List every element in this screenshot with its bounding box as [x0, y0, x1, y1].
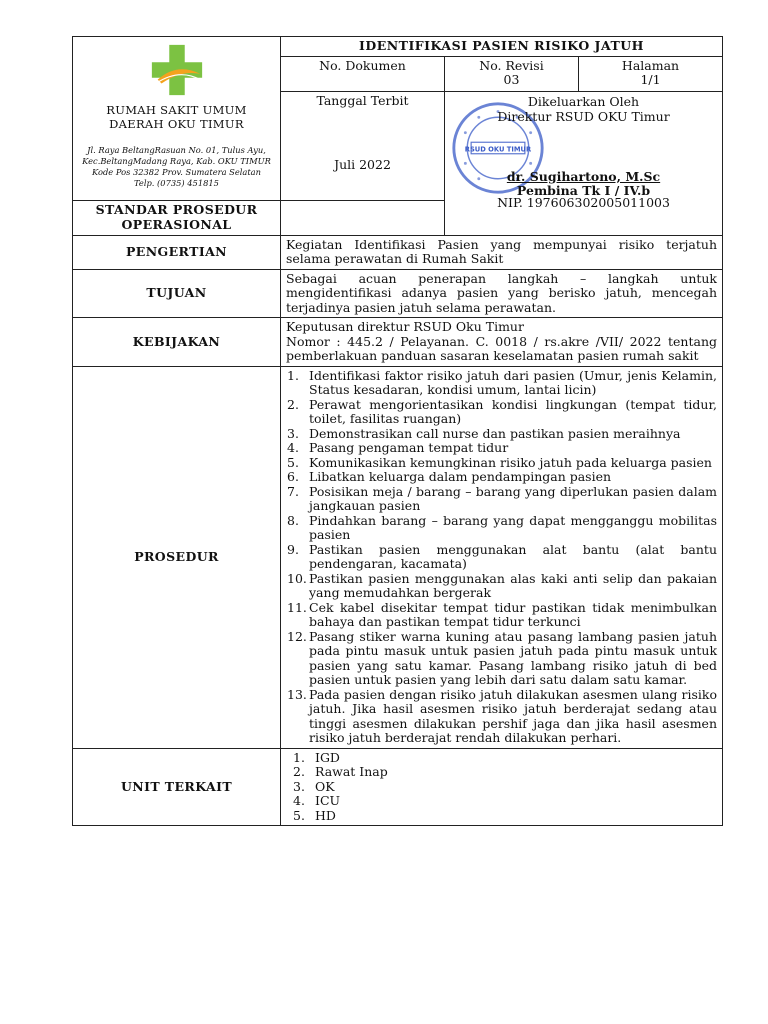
prosedur-item-text: Pastikan pasien menggunakan alas kaki anti selip dan pakaian yang memudahkan bergerak	[309, 570, 718, 600]
prosedur-item	[287, 441, 717, 456]
document-title: IDENTIFIKASI PASIEN RISIKO JATUH	[281, 37, 723, 57]
kebijakan-label: KEBIJAKAN	[73, 318, 281, 367]
unit-item	[287, 809, 717, 824]
tanggal-empty-cell	[281, 200, 445, 235]
pengertian-label: PENGERTIAN	[73, 235, 281, 269]
kebijakan-line2: Nomor : 445.2 / Pelayanan. C. 0018 / rs.akre /VII/ 2022 tentang pemberlakuan panduan sasaran keselamatan pasien rumah sakit	[286, 333, 718, 363]
prosedur-item	[287, 369, 717, 398]
unit-item-number: 5.	[293, 807, 305, 823]
prosedur-item	[287, 688, 717, 746]
unit-item-number: 2.	[293, 764, 305, 779]
prosedur-item	[287, 398, 717, 427]
hospital-header-cell	[73, 37, 281, 201]
tanggal-value: Juli 2022	[334, 157, 391, 172]
issuer-line1: Dikeluarkan Oleh	[527, 93, 640, 109]
prosedur-item-number: 2.	[287, 396, 299, 412]
prosedur-item	[287, 470, 717, 485]
prosedur-item-text: Pastikan pasien menggunakan alat bantu (alat bantu pendengaran, kacamata)	[309, 541, 718, 571]
prosedur-item-text: Komunikasikan kemungkinan risiko jatuh pada keluarga pasien	[309, 454, 712, 470]
halaman-label: Halaman	[621, 57, 680, 73]
hospital-name-line2: DAERAH OKU TIMUR	[109, 117, 244, 131]
hospital-logo	[148, 41, 206, 99]
prosedur-item-number: 3.	[287, 425, 299, 441]
prosedur-item	[287, 485, 717, 514]
tanggal-cell	[281, 91, 445, 200]
prosedur-item-number: 11.	[287, 599, 307, 615]
hospital-phone: Telp. (0735) 451815	[134, 178, 219, 188]
pengertian-text: Kegiatan Identifikasi Pasien yang mempunyai risiko terjatuh selama perawatan di Rumah Sakit	[281, 235, 723, 269]
prosedur-item	[287, 572, 717, 601]
prosedur-cell	[281, 366, 723, 748]
issuer-line2: Direktur RSUD OKU Timur	[497, 108, 670, 124]
sop-label-line2: OPERASIONAL	[121, 216, 232, 232]
sop-label-line1: STANDAR PROSEDUR	[95, 202, 258, 217]
prosedur-item-text: Perawat mengorientasikan kondisi lingkungan (tempat tidur, toilet, fasilitas ruangan)	[309, 396, 718, 426]
tujuan-label: TUJUAN	[73, 269, 281, 318]
prosedur-item-text: Cek kabel disekitar tempat tidur pastikan tidak menimbulkan bahaya dan pastikan tempat tidur terkunci	[309, 599, 718, 629]
unit-item	[287, 780, 717, 795]
prosedur-item-number: 7.	[287, 483, 299, 499]
hospital-address-postal: Kode Pos 32382 Prov. Sumatera Selatan	[92, 167, 261, 177]
kebijakan-cell	[281, 318, 723, 367]
kebijakan-line1: Keputusan direktur RSUD Oku Timur	[286, 319, 524, 334]
prosedur-item-text: Pasang pengaman tempat tidur	[309, 440, 509, 455]
unit-item-text: OK	[315, 778, 335, 794]
prosedur-item-text: Pindahkan barang – barang yang dapat mengganggu mobilitas pasien	[309, 512, 718, 542]
hospital-address: Jl. Raya BeltangRasuan No. 01, Tulus Ayu, Kec.BeltangMadang Raya, Kab. OKU TIMUR	[82, 145, 271, 166]
no-revisi-cell	[445, 56, 579, 91]
unit-item	[287, 765, 717, 780]
tanggal-label: Tanggal Terbit	[316, 92, 409, 108]
prosedur-item-number: 6.	[287, 469, 299, 484]
prosedur-item-number: 4.	[287, 440, 299, 455]
prosedur-item-number: 9.	[287, 541, 299, 557]
prosedur-item	[287, 514, 717, 543]
prosedur-item-text: Demonstrasikan call nurse dan pastikan pasien meraihnya	[309, 425, 681, 441]
prosedur-item	[287, 456, 717, 471]
halaman-value: 1/1	[640, 72, 661, 87]
unit-item	[287, 794, 717, 809]
prosedur-item-number: 5.	[287, 454, 299, 470]
unit-item-number: 3.	[293, 778, 305, 794]
unit-item-text: Rawat Inap	[315, 764, 388, 779]
unit-item-text: ICU	[315, 793, 341, 808]
unit-terkait-cell	[281, 748, 723, 826]
unit-item	[287, 751, 717, 766]
sop-table	[72, 36, 723, 826]
prosedur-item-text: Posisikan meja / barang – barang yang diperlukan pasien dalam jangkauan pasien	[309, 483, 718, 513]
prosedur-item	[287, 427, 717, 442]
no-dokumen-label: No. Dokumen	[319, 57, 406, 73]
prosedur-item-text: Libatkan keluarga dalam pendampingan pasien	[309, 469, 612, 484]
prosedur-item-number: 13.	[287, 686, 307, 702]
prosedur-item-text: Identifikasi faktor risiko jatuh dari pasien (Umur, jenis Kelamin, Status kesadaran, kondisi umum, lantai licin)	[309, 367, 718, 397]
signer-rank: Pembina Tk I / IV.b	[516, 183, 651, 198]
unit-item-number: 4.	[293, 793, 305, 808]
prosedur-item	[287, 601, 717, 630]
no-revisi-label: No. Revisi	[479, 57, 544, 73]
signer-name: dr. Sugihartono, M.Sc	[506, 168, 661, 184]
unit-terkait-label: UNIT TERKAIT	[73, 748, 281, 826]
stamp-text: RSUD OKU TIMUR	[464, 144, 532, 153]
prosedur-item-text: Pada pasien dengan risiko jatuh dilakukan asesmen ulang risiko jatuh. Jika hasil asesmen risiko jatuh berderajat sedang atau tinggi asesmen dilakukan pershif jaga dan jika hasil asesmen risiko jatuh berderajat rendah dilakukan perhari.	[309, 686, 718, 745]
prosedur-item-text: Pasang stiker warna kuning atau pasang lambang pasien jatuh pada pintu masuk untuk pasien jatuh pada pintu masuk untuk pasien yang satu kamar. Pasang lambang risiko jatuh di bed pasien untuk pasien yang lebih dari satu dalam satu kamar.	[309, 628, 718, 687]
unit-terkait-list	[287, 751, 717, 824]
prosedur-item-number: 8.	[287, 512, 299, 528]
halaman-cell	[579, 56, 723, 91]
unit-item-number: 1.	[293, 749, 305, 765]
prosedur-item	[287, 630, 717, 688]
unit-item-text: HD	[315, 807, 336, 823]
unit-item-text: IGD	[315, 749, 340, 765]
signer-nip: NIP. 197606302005011003	[497, 194, 670, 210]
prosedur-item-number: 10.	[287, 570, 307, 586]
tujuan-text: Sebagai acuan penerapan langkah – langkah untuk mengidentifikasi adanya pasien yang berisko jatuh, mencegah terjadinya pasien jatuh selama perawatan.	[281, 269, 723, 318]
prosedur-item	[287, 543, 717, 572]
prosedur-item-number: 12.	[287, 628, 307, 644]
hospital-name-line1: RUMAH SAKIT UMUM	[106, 103, 247, 117]
no-revisi-value: 03	[503, 72, 520, 87]
prosedur-item-number: 1.	[287, 367, 299, 383]
prosedur-list	[287, 369, 717, 746]
no-dokumen-cell	[281, 56, 445, 91]
sop-document	[72, 36, 722, 826]
prosedur-label: PROSEDUR	[73, 366, 281, 748]
sop-label-cell	[73, 200, 281, 235]
issuer-cell	[445, 91, 723, 235]
